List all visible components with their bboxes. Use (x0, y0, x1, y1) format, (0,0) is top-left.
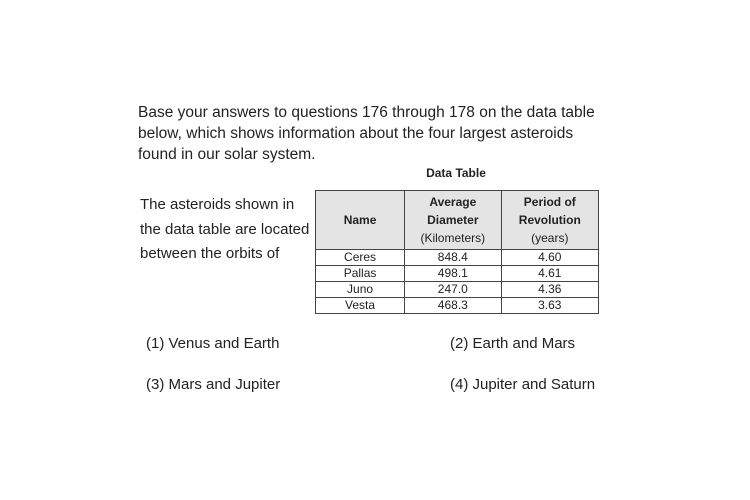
intro-text (138, 102, 618, 165)
intro-line-2: below, which shows information about the four largest asteroids (138, 125, 574, 142)
cell-period: 4.36 (501, 282, 598, 298)
cell-name: Vesta (316, 298, 405, 314)
question-line-2: the data table are located (140, 220, 310, 238)
table-row (316, 250, 599, 266)
question-line-1: The asteroids shown in (140, 196, 295, 213)
cell-period: 4.61 (501, 266, 598, 282)
cell-name: Juno (316, 282, 405, 298)
cell-name: Ceres (316, 250, 405, 266)
table-title: Data Table (426, 166, 486, 180)
header-name: Name (316, 191, 405, 250)
cell-period: 3.63 (501, 298, 598, 314)
answer-choice-2[interactable]: (2) Earth and Mars (450, 335, 576, 352)
table-row (316, 266, 599, 282)
cell-diameter: 498.1 (405, 266, 501, 282)
intro-line-3: found in our solar system. (138, 146, 316, 163)
cell-diameter: 468.3 (405, 298, 501, 314)
table-row (316, 282, 599, 298)
cell-name: Pallas (316, 266, 405, 282)
answer-choice-4[interactable]: (4) Jupiter and Saturn (450, 376, 596, 393)
answer-choice-3[interactable]: (3) Mars and Jupiter (146, 376, 281, 393)
intro-line-1: Base your answers to questions 176 through 178 on the data table (138, 104, 595, 121)
question-stem (140, 193, 310, 267)
header-diameter: Average Diameter (Kilometers) (405, 191, 501, 250)
cell-period: 4.60 (501, 250, 598, 266)
asteroid-data-table (315, 190, 599, 314)
cell-diameter: 247.0 (405, 282, 501, 298)
answer-choice-1[interactable]: (1) Venus and Earth (146, 335, 280, 352)
question-line-3: between the orbits of (140, 245, 280, 262)
cell-diameter: 848.4 (405, 250, 501, 266)
header-period: Period of Revolution (years) (501, 191, 598, 250)
table-row (316, 298, 599, 314)
table-header-row (316, 191, 599, 250)
